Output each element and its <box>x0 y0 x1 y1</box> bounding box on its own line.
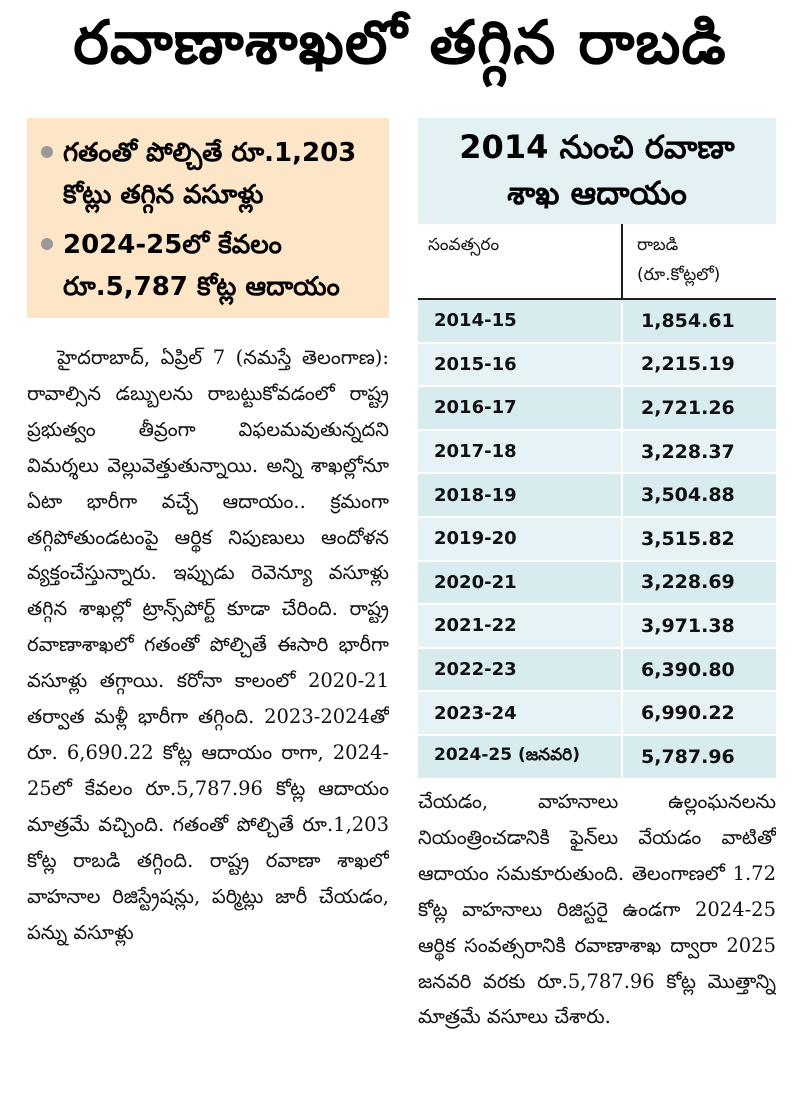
revenue-cell: 2,215.19 <box>641 353 735 376</box>
year-cell: 2015-16 <box>418 344 623 386</box>
bullet-icon <box>41 238 53 250</box>
highlight-text: గతంతో పోల్చితే రూ.1,203 కోట్లు తగ్గిన వసూళ్లు <box>63 138 357 210</box>
revenue-cell: 1,854.61 <box>641 309 735 332</box>
revenue-table <box>418 118 776 780</box>
headline: రవాణాశాఖలో తగ్గిన రాబడి <box>73 8 727 78</box>
year-cell: 2017-18 <box>418 431 623 473</box>
revenue-cell: 3,228.69 <box>641 571 735 594</box>
table-row <box>418 605 776 649</box>
column-header-text: (రూ.కోట్లలో) <box>637 265 721 285</box>
table-row <box>418 344 776 388</box>
year-cell: 2024-25 (జనవరి) <box>418 736 623 778</box>
revenue-cell: 2,721.26 <box>641 396 735 419</box>
column-header-year: సంవత్సరం <box>418 224 623 298</box>
table-row <box>418 649 776 693</box>
revenue-cell: 6,990.22 <box>641 702 735 725</box>
year-cell: 2023-24 <box>418 692 623 734</box>
table-body <box>418 300 776 780</box>
table-row <box>418 518 776 562</box>
table-row <box>418 736 776 780</box>
table-row <box>418 692 776 736</box>
table-row <box>418 431 776 475</box>
table-title <box>418 118 776 224</box>
revenue-cell: 6,390.80 <box>641 658 735 681</box>
year-cell: 2022-23 <box>418 649 623 691</box>
revenue-cell: 3,228.37 <box>641 440 735 463</box>
highlights-box <box>27 118 389 318</box>
highlight-item <box>41 132 377 216</box>
table-title-line: 2014 నుంచి రవాణా <box>459 128 735 166</box>
year-cell: 2021-22 <box>418 605 623 647</box>
article-body-left: హైదరాబాద్, ఏప్రిల్ 7 (నమస్తే తెలంగాణ): రావాల్సిన డబ్బులను రాబట్టుకోవడంలో రాష్ట్ర ప్రభుత్వం తీవ్రంగా విఫలమవుతున్నదని విమర్శలు వెల్లువెత్తుతున్నాయి. అన్ని శాఖల్లోనూ ఏటా భారీగా వచ్చే ఆదాయం.. క్రమంగా తగ్గిపోతుండటంపై ఆర్థిక నిపుణులు ఆందోళన వ్యక్తంచేస్తున్నారు. ఇప్పుడు రెవెన్యూ వసూళ్లు తగ్గిన శాఖల్లో ట్రాన్స్‌పోర్ట్ కూడా చేరింది. రాష్ట్ర రవాణాశాఖలో గతంతో పోల్చితే ఈసారి భారీగా వసూళ్లు తగ్గాయి. కరోనా కాలంలో 2020-21 తర్వాత మళ్లీ భారీగా తగ్గింది. 2023-2024తో రూ. 6,690.22 కోట్ల ఆదాయం రాగా, 2024-25లో కేవలం రూ.5,787.96 కోట్ల ఆదాయం మాత్రమే వచ్చింది. గతంతో పోల్చితే రూ.1,203 కోట్ల రాబడి తగ్గింది. రాష్ట్ర రవాణా శాఖలో వాహనాల రిజిస్ట్రేషన్లు, పర్మిట్లు జారీ చేయడం, పన్ను వసూళ్లు <box>27 346 389 944</box>
column-header-text: రాబడి <box>637 235 679 255</box>
highlight-text: 2024-25లో కేవలం రూ.5,787 కోట్ల ఆదాయం <box>63 230 340 302</box>
bullet-icon <box>41 146 53 158</box>
year-cell: 2018-19 <box>418 474 623 516</box>
column-header-revenue <box>623 224 776 298</box>
revenue-cell: 5,787.96 <box>641 745 735 768</box>
revenue-cell: 3,504.88 <box>641 484 735 507</box>
table-header <box>418 224 776 300</box>
article-body-right: చేయడం, వాహనాలు ఉల్లంఘనలను నియంత్రించడానికి ఫైన్‌లు వేయడం వాటితో ఆదాయం సమకూరుతుంది. తెలంగాణలో 1.72 కోట్ల వాహనాలు రిజిస్టరై ఉండగా 2024-25 ఆర్థిక సంవత్సరానికి రవాణాశాఖ ద్వారా 2025 జనవరి వరకు రూ.5,787.96 కోట్ల మొత్తాన్ని మాత్రమే వసూలు చేశారు. <box>418 790 776 1029</box>
year-cell: 2016-17 <box>418 387 623 429</box>
table-row <box>418 387 776 431</box>
revenue-cell: 3,971.38 <box>641 614 735 637</box>
table-row <box>418 562 776 606</box>
table-title-line: శాఖ ఆదాయం <box>507 174 687 212</box>
year-cell: 2014-15 <box>418 300 623 342</box>
year-cell: 2019-20 <box>418 518 623 560</box>
highlight-item <box>41 224 377 308</box>
revenue-cell: 3,515.82 <box>641 527 735 550</box>
table-row <box>418 300 776 344</box>
table-row <box>418 474 776 518</box>
year-cell: 2020-21 <box>418 562 623 604</box>
